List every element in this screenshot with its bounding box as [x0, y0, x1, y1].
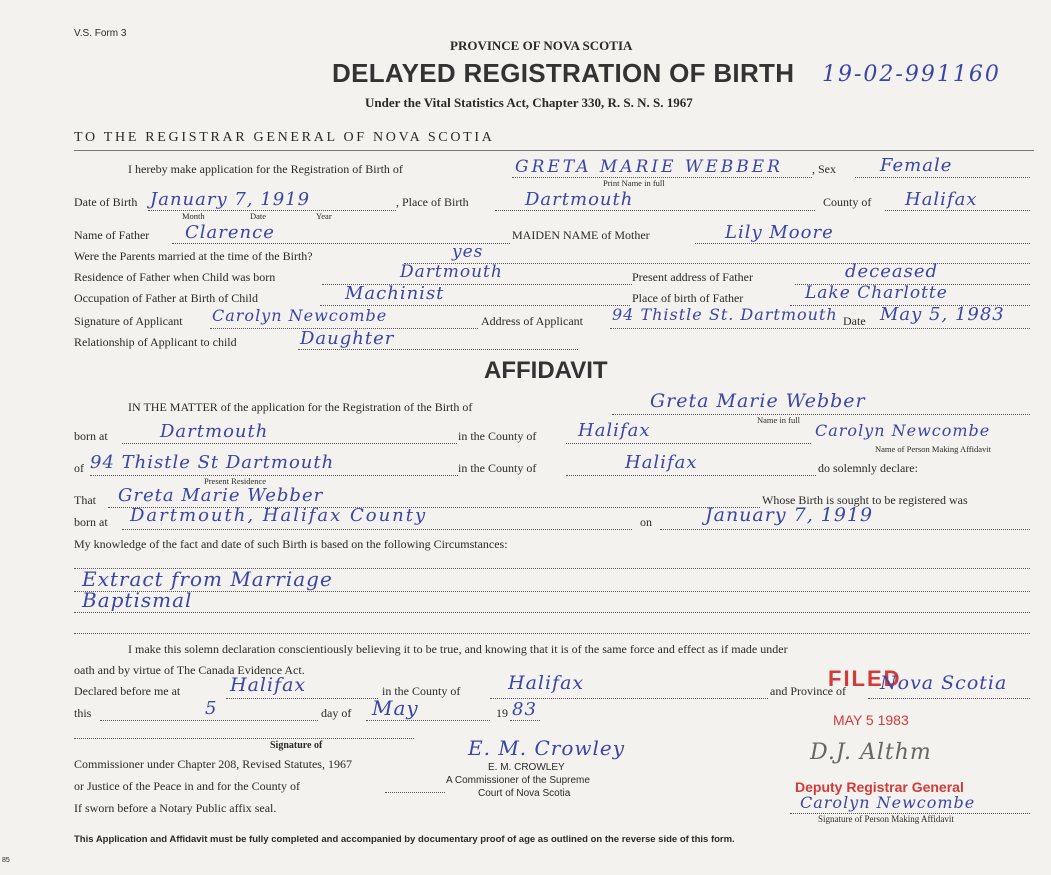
- field-line: [660, 529, 1030, 530]
- that-label: That: [74, 493, 96, 507]
- province-heading: PROVINCE OF NOVA SCOTIA: [450, 38, 633, 53]
- date-caption: Date: [250, 211, 267, 221]
- commissioner-signature: E. M. Crowley: [468, 736, 626, 760]
- affidavit-heading: AFFIDAVIT: [484, 357, 608, 384]
- born-at2-value: Dartmouth, Halifax County: [130, 505, 428, 526]
- pob-father-value: Lake Charlotte: [805, 283, 948, 303]
- affiant-caption: Name of Person Making Affidavit: [875, 444, 991, 454]
- whose-birth-label: Whose Birth is sought to be registered was: [762, 493, 968, 507]
- month-caption: Month: [182, 211, 205, 221]
- mother-label: MAIDEN NAME of Mother: [512, 228, 650, 242]
- province-value: Nova Scotia: [880, 672, 1008, 694]
- born-at-value: Dartmouth: [160, 421, 269, 442]
- declared-label: Declared before me at: [74, 684, 181, 698]
- print-name-caption: Print Name in full: [603, 178, 665, 188]
- dob-label: Date of Birth: [74, 195, 138, 209]
- province-label: and Province of: [770, 684, 846, 698]
- mother-value: Lily Moore: [725, 222, 834, 243]
- pob-value: Dartmouth: [525, 189, 634, 210]
- field-line: [100, 720, 318, 721]
- county-label-3: in the County of: [382, 684, 461, 698]
- registration-number: 19-02-991160: [822, 62, 1001, 87]
- field-line: [566, 443, 811, 444]
- field-line: [385, 792, 445, 793]
- county-label-2: in the County of: [458, 461, 537, 475]
- solemn-line-2: oath and by virtue of The Canada Evidence Act.: [74, 663, 305, 677]
- on-date-value: January 7, 1919: [705, 504, 874, 526]
- person-signature: Carolyn Newcombe: [800, 793, 976, 812]
- form-subtitle: Under the Vital Statistics Act, Chapter 330, R. S. N. S. 1967: [365, 95, 693, 110]
- matter-label: IN THE MATTER of the application for the Registration of the Birth of: [128, 400, 473, 414]
- signature-of-caption: Signature of: [270, 740, 323, 751]
- knowledge-label: My knowledge of the fact and date of such Birth is based on the following Circumstances:: [74, 537, 508, 551]
- form-title: DELAYED REGISTRATION OF BIRTH: [332, 58, 795, 88]
- margin-code: 85: [2, 857, 10, 864]
- this-label: this: [74, 706, 92, 720]
- commissioner-stamp-name: E. M. CROWLEY: [488, 762, 565, 773]
- signature-line: [74, 738, 414, 739]
- rel-value: Daughter: [300, 328, 395, 349]
- res-father-label: Residence of Father when Child was born: [74, 270, 276, 284]
- sex-value: Female: [880, 155, 953, 176]
- county2-value: Halifax: [625, 452, 698, 473]
- field-line: [885, 210, 1030, 211]
- occ-label: Occupation of Father at Birth of Child: [74, 291, 258, 305]
- father-label: Name of Father: [74, 228, 150, 242]
- field-line: [566, 475, 816, 476]
- county-label: in the County of: [458, 429, 537, 443]
- occ-value: Machinist: [345, 283, 445, 304]
- married-value: yes: [452, 242, 484, 262]
- to-registrar-line: TO THE REGISTRAR GENERAL OF NOVA SCOTIA: [74, 130, 495, 145]
- field-line: [610, 328, 1030, 329]
- day-value: 5: [205, 698, 218, 719]
- name-caption: Name in full: [757, 415, 800, 425]
- day-of-label: day of: [321, 706, 352, 720]
- circumstance-line: [74, 591, 1030, 592]
- commissioner-label: Commissioner under Chapter 208, Revised Statutes, 1967: [74, 757, 352, 771]
- form-number: V.S. Form 3: [74, 28, 127, 39]
- date-value: May 5, 1983: [880, 304, 1005, 325]
- circumstance-2: Baptismal: [82, 588, 193, 612]
- child-name-value: GRETA MARIE WEBBER: [515, 157, 783, 177]
- solemn-line-1: I make this solemn declaration conscientiously believing it to be true, and knowing that it is of the same force and effect as if made under: [128, 642, 788, 656]
- present-res-caption: Present Residence: [204, 476, 267, 486]
- notary-label: If sworn before a Notary Public affix seal.: [74, 801, 277, 815]
- year-prefix: 19: [496, 706, 508, 720]
- county3-value: Halifax: [508, 672, 585, 694]
- field-line: [298, 349, 578, 350]
- county-value: Halifax: [905, 189, 978, 210]
- field-line: [695, 243, 1030, 244]
- county1-value: Halifax: [578, 420, 651, 441]
- justice-label: or Justice of the Peace in and for the County of: [74, 779, 300, 793]
- year-value: 83: [512, 699, 537, 720]
- year-caption: Year: [316, 211, 332, 221]
- filed-date: MAY 5 1983: [833, 712, 909, 728]
- affiant-signature: Carolyn Newcombe: [815, 421, 991, 440]
- commissioner-stamp-court: Court of Nova Scotia: [478, 788, 571, 799]
- rel-label: Relationship of Applicant to child: [74, 335, 237, 349]
- circumstance-1: Extract from Marriage: [82, 567, 333, 591]
- matter-name-value: Greta Marie Webber: [650, 390, 866, 412]
- that-name-value: Greta Marie Webber: [118, 485, 324, 506]
- on-label: on: [640, 515, 652, 529]
- field-line: [510, 720, 540, 721]
- dob-value: January 7, 1919: [150, 189, 311, 210]
- field-line: [226, 698, 378, 699]
- born-at-label: born at: [74, 429, 108, 443]
- of-label: of: [74, 461, 84, 475]
- deputy-registrar-stamp: Deputy Registrar General: [795, 779, 964, 795]
- person-sig-caption: Signature of Person Making Affidavit: [818, 814, 954, 824]
- circumstance-line: [74, 612, 1030, 613]
- field-line: [366, 720, 490, 721]
- declare-label: do solemnly declare:: [818, 461, 918, 475]
- footer-note: This Application and Affidavit must be fully completed and accompanied by documentary proof of age as outlined on the reverse side of this form.: [74, 834, 735, 845]
- registrar-signature: D.J. Althm: [810, 740, 932, 765]
- born-at2-label: born at: [74, 515, 108, 529]
- present-addr-label: Present address of Father: [632, 270, 753, 284]
- county-label: County of: [823, 195, 872, 209]
- addr-label: Address of Applicant: [481, 314, 583, 328]
- pob-father-label: Place of birth of Father: [632, 291, 744, 305]
- commissioner-stamp-title: A Commissioner of the Supreme: [446, 775, 590, 786]
- applicant-signature: Carolyn Newcombe: [212, 306, 388, 325]
- field-line: [868, 698, 1030, 699]
- pob-label: , Place of Birth: [396, 195, 469, 209]
- addr-value: 94 Thistle St. Dartmouth: [612, 305, 838, 324]
- present-addr-value: deceased: [845, 261, 939, 282]
- of-addr-value: 94 Thistle St Dartmouth: [90, 452, 335, 473]
- field-line: [855, 177, 1030, 178]
- divider: [74, 150, 1034, 151]
- month-value: May: [372, 696, 419, 720]
- field-line: [122, 529, 632, 530]
- field-line: [495, 210, 815, 211]
- field-line: [612, 414, 1030, 415]
- declared-at-value: Halifax: [230, 674, 307, 696]
- date-label: Date: [843, 314, 866, 328]
- sig-label: Signature of Applicant: [74, 314, 183, 328]
- father-value: Clarence: [185, 222, 275, 243]
- sex-label: , Sex: [812, 162, 836, 176]
- field-line: [122, 443, 457, 444]
- circumstance-line: [74, 633, 1030, 634]
- field-line: [90, 475, 458, 476]
- res-father-value: Dartmouth: [400, 262, 503, 282]
- filed-stamp: FILED: [828, 666, 902, 691]
- married-label: Were the Parents married at the time of the Birth?: [74, 249, 313, 263]
- intro-label: I hereby make application for the Registration of Birth of: [128, 162, 403, 176]
